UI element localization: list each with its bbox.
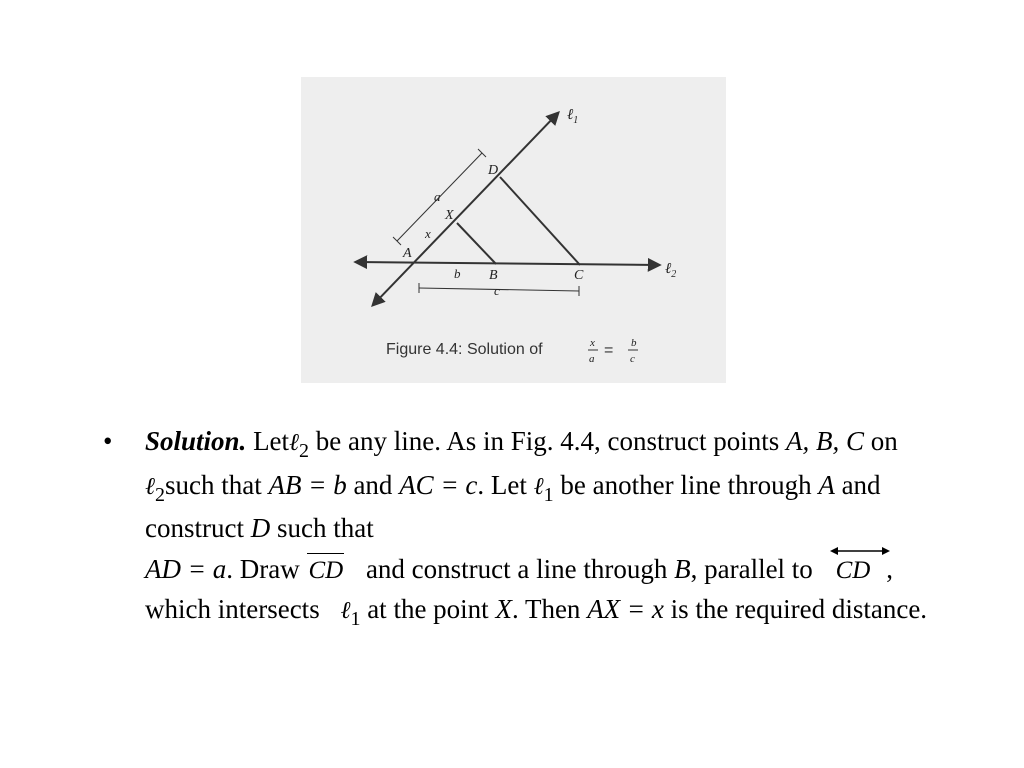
solution-text (103, 421, 963, 633)
text-run: . Draw (226, 553, 300, 584)
figure-caption: Figure 4.4: Solution of (386, 341, 543, 358)
segment-xb (457, 223, 496, 264)
text-run: , parallel to (690, 553, 813, 584)
text-run: such that (165, 469, 262, 500)
label-l2: ℓ$_2$ (665, 261, 677, 280)
text-run: on (870, 426, 898, 456)
text-run: such that (276, 513, 374, 543)
segment-dc (500, 177, 580, 265)
math-run: B (674, 553, 691, 584)
text-run: be any line. As in Fig. 4.4, construct points (315, 426, 780, 456)
text-run: be another line through (560, 469, 812, 500)
text-run: and (353, 469, 393, 500)
text-run: and construct (145, 469, 881, 543)
label-x-length: x (425, 226, 431, 241)
label-l1: ℓ$_1$ (567, 107, 579, 126)
caption-frac2-den: c (630, 353, 635, 365)
ell-symbol: ℓ (340, 596, 351, 624)
geometry-diagram (301, 77, 726, 383)
subscript: 2 (299, 440, 310, 462)
caption-equals: = (604, 342, 614, 359)
label-b-point: B (489, 268, 498, 283)
math-run: AX = x (587, 594, 664, 624)
text-run: and construct a line through (365, 553, 668, 584)
math-run: A (818, 469, 835, 500)
double-arrow-icon (830, 546, 890, 556)
ell-symbol: ℓ (289, 428, 300, 456)
solution-label: Solution. (145, 426, 247, 456)
text-run: is the required distance. (670, 594, 928, 624)
bullet-marker: • (103, 426, 113, 456)
subscript: 2 (155, 483, 165, 506)
text-run: at the point (367, 594, 489, 624)
math-run: AC = c (399, 469, 478, 500)
math-run: AD = a (145, 553, 227, 584)
ell-symbol: ℓ (533, 471, 544, 500)
caption-frac1-num: x (590, 337, 595, 349)
subscript: 1 (350, 608, 361, 630)
label-c-length: c (494, 283, 500, 298)
ell-symbol: ℓ (145, 471, 155, 500)
segment-cd-notation: CD (306, 558, 345, 583)
text-run: . Let (477, 469, 527, 500)
math-run: AB = b (268, 469, 347, 500)
math-run: X (495, 594, 512, 624)
text-run: Let (253, 426, 290, 456)
label-c-point: C (574, 268, 584, 283)
caption-frac2-num: b (631, 337, 637, 349)
line-l2 (356, 262, 659, 265)
label-d: D (488, 163, 499, 178)
figure-4-4 (301, 77, 726, 383)
text-run: , which intersects (145, 553, 894, 624)
caption-frac1-den: a (589, 353, 595, 365)
label-x: X (445, 208, 454, 223)
label-b-length: b (454, 266, 461, 281)
math-run: A, B, C (786, 426, 865, 456)
bullet-paragraph (103, 421, 963, 633)
line-cd-notation: CD (834, 558, 873, 583)
text-run: . Then (511, 594, 581, 624)
label-a-length: a (434, 189, 441, 204)
label-a-point: A (403, 246, 412, 261)
math-run: D (250, 513, 271, 543)
subscript: 1 (543, 483, 554, 506)
